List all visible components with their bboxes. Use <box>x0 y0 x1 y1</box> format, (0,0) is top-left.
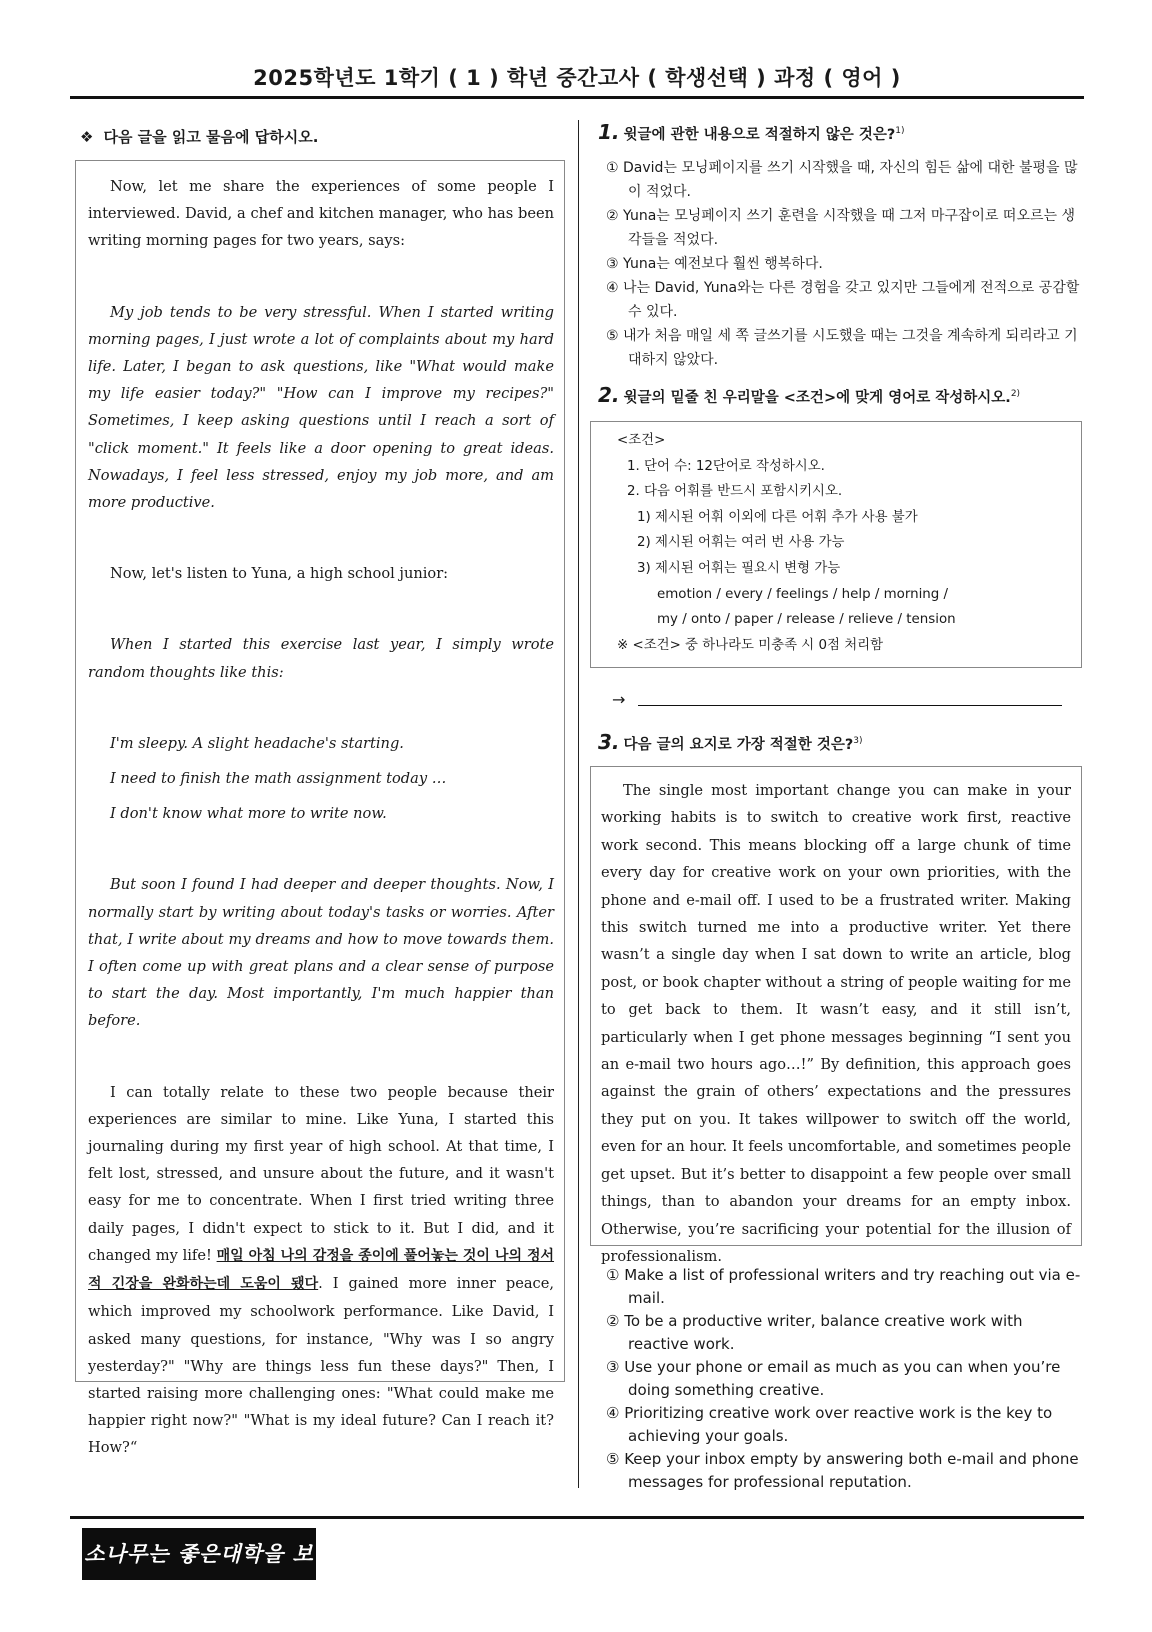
answer-option[interactable]: ⑤ Keep your inbox empty by answering both e-mail and phone messages for professional reputation. <box>606 1450 1079 1491</box>
condition-subitem: 1) 제시된 어휘 이외에 다른 어휘 추가 사용 불가 <box>637 509 918 525</box>
answer-option[interactable]: ① Make a list of professional writers and try reaching out via e-mail. <box>606 1266 1081 1307</box>
condition-subitem: 3) 제시된 어휘는 필요시 변형 가능 <box>637 560 841 576</box>
arrow-icon: → <box>612 690 626 709</box>
passage-text: . I gained more inner peace, which improved my schoolwork performance. Like David, I asked many questions, for instance, "Why was I so angry yesterday?" "Why are things less fun these days?" Then, I started raising more challenging ones: "What could make me happier right now?" "What is my ideal future? Can I reach it? How?“ <box>88 1275 554 1457</box>
answer-option[interactable]: ③ Use your phone or email as much as you can when you’re doing something creative. <box>606 1358 1061 1399</box>
answer-option[interactable]: ② To be a productive writer, balance creative work with reactive work. <box>606 1312 1023 1353</box>
journal-line: I'm sleepy. A slight headache's starting. <box>110 734 404 752</box>
instruction-text: 다음 글을 읽고 물음에 답하시오. <box>103 128 319 146</box>
question-1 <box>598 120 905 144</box>
passage-paragraph: Now, let's listen to Yuna, a high school junior: <box>110 565 449 583</box>
passage-quote-david: My job tends to be very stressful. When I started writing morning pages, I just wrote a lot of complaints about my hard life. Later, I began to ask questions, like "What would make my life easier today?" "How can I improve my recipes?" Sometimes, I keep asking questions until I reach a sort of "click moment." It feels like a door opening to great ideas. Nowadays, I feel less stressed, enjoy my job more, and am more productive. <box>88 303 554 512</box>
answer-option[interactable]: ③ Yuna는 예전보다 훨씬 행복하다. <box>606 256 823 272</box>
answer-option[interactable]: ② Yuna는 모닝페이지 쓰기 훈련을 시작했을 때 그저 마구잡이로 떠오르는 생각들을 적었다. <box>606 208 1075 248</box>
footnote-ref: 1) <box>895 126 905 137</box>
question-text: 윗글의 밑줄 친 우리말을 <조건>에 맞게 영어로 작성하시오. <box>623 390 1011 406</box>
answer-option[interactable]: ⑤ 내가 처음 매일 세 쪽 글쓰기를 시도했을 때는 그것을 계속하게 되리라고 기대하지 않았다. <box>606 328 1078 368</box>
condition-note: ※ <조건> 중 하나라도 미충족 시 0점 처리함 <box>617 637 884 653</box>
page-title: 2025학년도 1학기 ( 1 ) 학년 중간고사 ( 학생선택 ) 과정 ( 영어 ) <box>253 66 901 90</box>
vocabulary-list: emotion / every / feelings / help / morning / <box>657 586 949 602</box>
conditions-box <box>590 421 1082 668</box>
passage-quote-yuna: When I started this exercise last year, I simply wrote random thoughts like this: <box>88 636 554 681</box>
condition-subitem: 2) 제시된 어휘는 여러 번 사용 가능 <box>637 535 845 551</box>
footnote-ref: 2) <box>1010 389 1021 400</box>
footer-divider <box>70 1516 1084 1519</box>
header-divider <box>70 96 1084 99</box>
question-3-passage <box>590 766 1082 1265</box>
question-3 <box>598 730 863 754</box>
underlined-korean-sentence: 매일 아침 나의 감정을 종이에 풀어놓는 것이 나의 정서적 긴장을 완화하는데 도움이 됐다 <box>88 1247 555 1293</box>
question-number: 1. <box>598 120 620 144</box>
question-3-options <box>606 1264 1082 1494</box>
instruction <box>80 126 318 147</box>
passage-paragraph: The single most important change you can make in your working habits is to switch to creative work first, reactive work second. This means blocking off a large chunk of time every day for creative work on your own priorities, with the phone and e-mail off. I used to be a frustrated writer. Making this switch turned me into a productive writer. Yet there wasn’t a single day when I sat down to write an article, blog post, or book chapter without a string of people waiting for me to get back to them. It wasn’t easy, and it still isn’t, particularly when I get phone messages beginning “I sent you an e-mail two hours ago…!” By definition, this approach goes against the grain of others’ expectations and the pressures they put on you. It takes willpower to switch off the world, even for an hour. It feels uncomfortable, and sometimes people get upset. But it’s better to disappoint a few people over small things, than to abandon your dreams for an empty inbox. Otherwise, you’re sacrificing your potential for the illusion of professionalism. <box>601 782 1071 1265</box>
question-number: 3. <box>598 730 620 754</box>
answer-option[interactable]: ④ 나는 David, Yuna와는 다른 경험을 갖고 있지만 그들에게 전적으로 공감할 수 있다. <box>606 280 1080 320</box>
question-number: 2. <box>598 383 620 407</box>
diamond-bullet-icon: ❖ <box>80 128 94 146</box>
journal-line: I need to finish the math assignment today … <box>110 770 447 788</box>
footnote-ref: 3) <box>853 736 863 747</box>
passage-paragraph: Now, let me share the experiences of some people I interviewed. David, a chef and kitchen manager, who has been writing morning pages for two years, says: <box>88 178 554 250</box>
school-logo: 소나무는 좋은대학을 보냅니다! <box>82 1528 316 1580</box>
passage-quote-yuna: But soon I found I had deeper and deeper thoughts. Now, I normally start by writing about today's tasks or worries. After that, I write about my dreams and how to move towards them. I often come up with great plans and a clear sense of purpose to start the day. Most importantly, I'm much happier than before. <box>88 876 554 1030</box>
question-text: 윗글에 관한 내용으로 적절하지 않은 것은? <box>623 127 896 143</box>
passage-paragraph <box>88 1079 554 1462</box>
passage-text: I can totally relate to these two people because their experiences are similar to mine. Like Yuna, I started this journaling during my first year of high school. At that time, I felt lost, stressed, and unsure about the future, and it wasn't easy for me to concentrate. When I first tried writing three daily pages, I didn't expect to stick to it. But I did, and it changed my life! <box>88 1083 554 1264</box>
condition-item: 2. 다음 어휘를 반드시 포함시키시오. <box>627 484 843 500</box>
answer-option[interactable]: ④ Prioritizing creative work over reactive work is the key to achieving your goals. <box>606 1404 1053 1445</box>
answer-option[interactable]: ① David는 모닝페이지를 쓰기 시작했을 때, 자신의 힘든 삶에 대한 불평을 많이 적었다. <box>606 160 1078 200</box>
question-text: 다음 글의 요지로 가장 적절한 것은? <box>623 737 854 753</box>
question-2 <box>598 383 1020 407</box>
vocabulary-list: my / onto / paper / release / relieve / tension <box>657 612 956 628</box>
question-1-options <box>606 156 1082 372</box>
column-divider <box>578 120 579 1488</box>
conditions-title: <조건> <box>617 433 666 448</box>
answer-line[interactable] <box>638 705 1062 706</box>
condition-item: 1. 단어 수: 12단어로 작성하시오. <box>627 458 825 474</box>
reading-passage <box>75 160 565 1457</box>
journal-line: I don't know what more to write now. <box>110 805 387 823</box>
